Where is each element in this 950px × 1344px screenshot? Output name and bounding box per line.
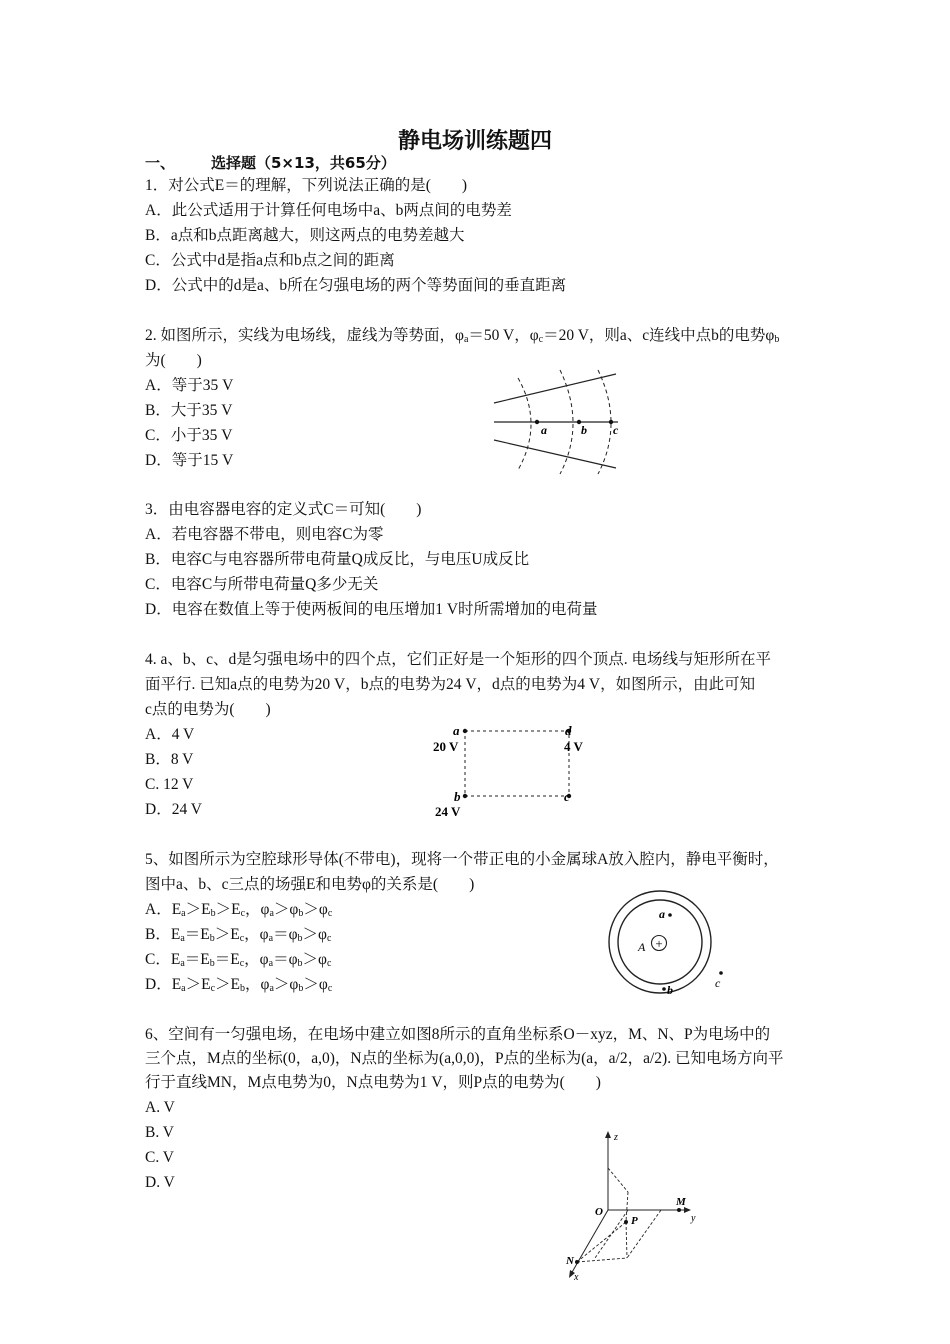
q6-label-x: x	[574, 1272, 579, 1283]
page-title: 静电场训练题四	[397, 129, 552, 154]
q5-stem-line2: 图中a、b、c三点的场强E和电势φ的关系是( )	[145, 876, 475, 893]
q2-label-b: b	[581, 423, 587, 437]
q4-label-b-voltage: 24 V	[435, 804, 461, 819]
q4-option-b: B．8 V	[145, 751, 194, 768]
q2-label-c: c	[613, 423, 619, 437]
q5-option-c: C．$E_a=E_b=E_c$，$\varphi_a=\varphi_b>\varphi_c$	[145, 951, 332, 969]
section-heading	[145, 152, 396, 173]
q2-stem-line1: 2. 如图所示，实线为电场线，虚线为等势面，$\varphi_a=50$ V，$\varphi_c=20$ V，则a、c连线中点b的电势$\varphi_b$	[145, 327, 780, 345]
q6-label-M: M	[676, 1196, 686, 1208]
q3-stem: 3．由电容器电容的定义式C＝可知( )	[145, 501, 422, 518]
q5-option-a: A．$E_a>E_b>E_c$，$\varphi_a>\varphi_b>\varphi_c$	[145, 901, 333, 919]
q5-label-b: b	[667, 983, 673, 997]
q4-label-d-voltage: 4 V	[564, 739, 583, 754]
q6-coordinate-figure	[555, 1128, 715, 1284]
q5-label-A: A	[638, 940, 646, 954]
q4-stem-line2: 面平行. 已知a点的电势为20 V，b点的电势为24 V，d点的电势为4 V，如图所示，由此可知	[145, 676, 756, 693]
q6-option-a: A. V	[145, 1099, 175, 1116]
q5-stem-line1: 5、如图所示为空腔球形导体(不带电)，现将一个带正电的小金属球A放入腔内，静电平衡时，	[145, 851, 779, 868]
q6-label-N: N	[566, 1255, 574, 1267]
q4-option-d: D．24 V	[145, 801, 202, 818]
q5-conductor-figure	[600, 883, 740, 1003]
q6-stem-line2: 三个点，M点的坐标(0，a,0)，N点的坐标为(a,0,0)，P点的坐标为(a，a/2，a/2). 已知电场方向平	[145, 1050, 784, 1067]
q2-option-d: D．等于15 V	[145, 452, 234, 469]
q6-option-d: D. V	[145, 1174, 175, 1191]
q4-label-d: d	[565, 723, 572, 738]
q5-plus-sign: +	[655, 936, 663, 951]
q6-stem-line1: 6、空间有一匀强电场，在电场中建立如图8所示的直角坐标系O－xyz，M、N、P为电场中的	[145, 1026, 771, 1043]
q1-option-c: C．公式中d是指a点和b点之间的距离	[145, 252, 395, 269]
q4-label-a: a	[453, 723, 460, 738]
section-text: 选择题（5×13，共65分）	[211, 154, 396, 172]
q2-option-c: C．小于35 V	[145, 427, 233, 444]
q6-label-y: y	[691, 1213, 696, 1224]
q3-option-c: C．电容C与所带电荷量Q多少无关	[145, 576, 379, 593]
q2-option-a: A．等于35 V	[145, 377, 234, 394]
q6-option-c: C. V	[145, 1149, 175, 1166]
q3-option-d: D．电容在数值上等于使两板间的电压增加1 V时所需增加的电荷量	[145, 601, 598, 618]
q6-label-P: P	[631, 1215, 638, 1227]
q2-field-figure	[488, 366, 628, 476]
q2-label-a: a	[541, 423, 547, 437]
q4-option-a: A．4 V	[145, 726, 195, 743]
q2-option-b: B．大于35 V	[145, 402, 233, 419]
q5-option-b: B．$E_a=E_b>E_c$，$\varphi_a=\varphi_b>\varphi_c$	[145, 926, 332, 944]
q6-stem-line3: 行于直线MN，M点电势为0，N点电势为1 V，则P点的电势为( )	[145, 1074, 601, 1091]
q1-option-a: A．此公式适用于计算任何电场中a、b两点间的电势差	[145, 202, 512, 219]
q1-option-b: B．a点和b点距离越大，则这两点的电势差越大	[145, 227, 465, 244]
q5-option-d: D．$E_a>E_c>E_b$，$\varphi_a>\varphi_b>\varphi_c$	[145, 976, 333, 994]
q4-option-c: C. 12 V	[145, 776, 194, 793]
q5-label-a: a	[659, 907, 665, 921]
q2-stem-line2: 为( )	[145, 352, 202, 369]
q3-option-a: A．若电容器不带电，则电容C为零	[145, 526, 384, 543]
q4-stem-line1: 4. a、b、c、d是匀强电场中的四个点，它们正好是一个矩形的四个顶点. 电场线与矩形所在平	[145, 651, 772, 668]
q1-option-d: D．公式中的d是a、b所在匀强电场的两个等势面间的垂直距离	[145, 277, 567, 294]
q6-label-z: z	[614, 1132, 618, 1143]
q4-label-b: b	[454, 789, 461, 804]
q4-stem-line3: c点的电势为( )	[145, 701, 271, 718]
q4-label-a-voltage: 20 V	[433, 739, 459, 754]
q5-label-c: c	[715, 976, 721, 990]
q6-label-O: O	[595, 1206, 603, 1218]
q4-rectangle-figure	[428, 720, 598, 822]
q3-option-b: B．电容C与电容器所带电荷量Q成反比，与电压U成反比	[145, 551, 530, 568]
q6-option-b: B. V	[145, 1124, 175, 1141]
q4-label-c: c	[564, 789, 570, 804]
section-number: 一、	[145, 154, 176, 172]
q1-stem: 1．对公式E＝的理解，下列说法正确的是( )	[145, 177, 468, 194]
